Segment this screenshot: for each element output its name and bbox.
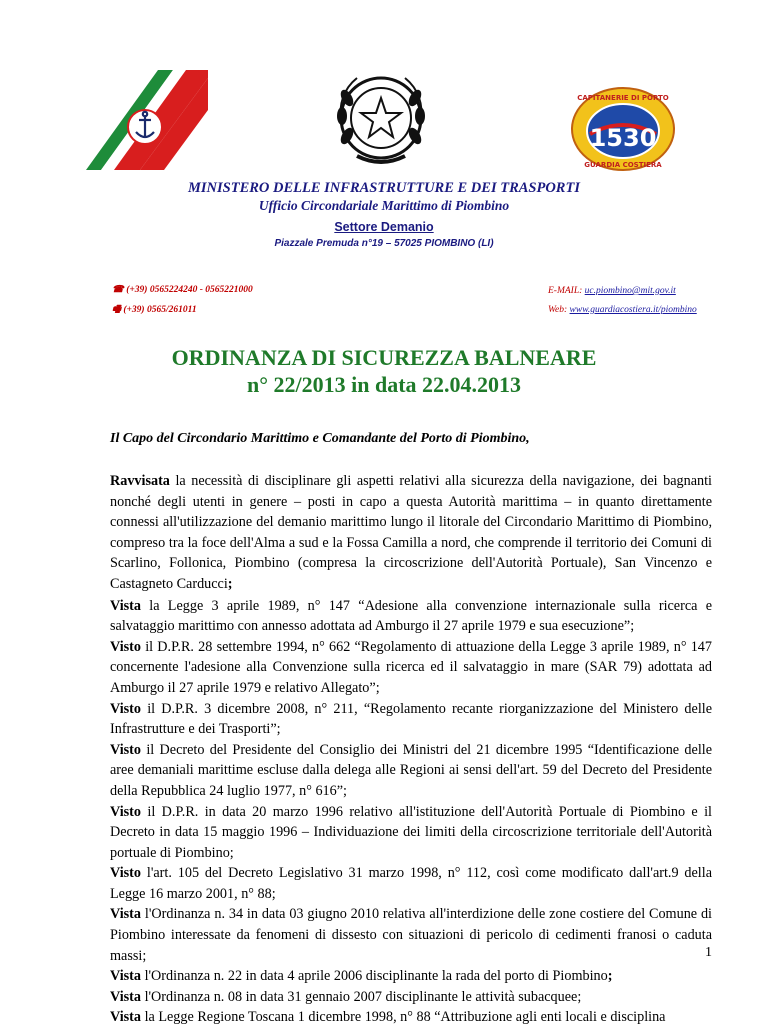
- emergency-1530-badge: [570, 86, 676, 172]
- fax-number: (+39) 0565/261011: [123, 305, 197, 315]
- ministry-name: MINISTERO DELLE INFRASTRUTTURE E DEI TRASPORTI: [188, 180, 580, 196]
- paragraph: Vista la Legge Regione Toscana 1 dicembre 1998, n° 88 “Attribuzione agli enti locali e disciplina: [110, 1009, 666, 1026]
- ordinance-title: ORDINANZA DI SICUREZZA BALNEARE: [171, 345, 597, 370]
- document-body: [110, 471, 712, 1028]
- paragraph: Visto l'art. 105 del Decreto Legislativo 31 marzo 1998, n° 112, così come modificato dall'art.9 della Legge 16 marzo 2001, n° 88;: [110, 865, 712, 902]
- sector-name: Settore Demanio: [334, 220, 434, 234]
- email-link[interactable]: uc.piombino@mit.gov.it: [584, 286, 676, 296]
- paragraph: Vista l'Ordinanza n. 22 in data 4 aprile 2006 disciplinante la rada del porto di Piombino;: [110, 968, 613, 985]
- fax-line: [112, 302, 197, 318]
- paragraph: Visto il D.P.R. 28 settembre 1994, n° 662 “Regolamento di attuazione della Legge 3 aprile 1989, n° 147 concernente l'adesione alla Convenzione sulla ricerca ed il salvataggio in mare (SAR 79) adottata ad Amburgo il 27 aprile 1979 e relativo Allegato”;: [110, 638, 712, 696]
- paragraph: Visto il D.P.R. in data 20 marzo 1996 relativo all'istituzione dell'Autorità Portuale di Piombino e il Decreto in data 15 maggio 1996 – Individuazione dei limiti della circoscrizione territoriale dell'Autorità portuale di Piombino;: [110, 803, 712, 861]
- phone-line: [112, 284, 253, 295]
- email-line: [548, 286, 676, 296]
- paragraph: Vista l'Ordinanza n. 08 in data 31 gennaio 2007 disciplinante le attività subacquee;: [110, 988, 582, 1005]
- italian-republic-emblem: [327, 64, 435, 172]
- office-name: Ufficio Circondariale Marittimo di Piombino: [258, 198, 510, 213]
- coast-guard-flag-anchor-icon: [78, 70, 208, 170]
- web-line: [548, 305, 697, 315]
- phone-icon: ☎: [112, 285, 124, 295]
- intro-line: Il Capo del Circondario Marittimo e Comandante del Porto di Piombino,: [110, 431, 530, 446]
- badge-number: 1530: [589, 124, 657, 152]
- paragraph: Visto il Decreto del Presidente del Consiglio dei Ministri del 21 dicembre 1995 “Identificazione delle aree demaniali marittime escluse dalla delega alle Regioni ai sensi dell'art. 59 del Decreto del Presidente della Repubblica 24 luglio 1977, n° 616”;: [110, 741, 712, 799]
- web-label: Web:: [548, 305, 568, 315]
- email-label: E-MAIL:: [548, 286, 583, 296]
- badge-top-text: CAPITANERIE DI PORTO: [577, 94, 669, 102]
- paragraph: Ravvisata la necessità di disciplinare gli aspetti relativi alla sicurezza della navigazione, dei bagnanti nonché degli utenti in genere – posti in capo a questa Autorità marittima – in quanto direttamente connessi all'utilizzazione del demanio marittimo lungo il litorale del Circondario Marittimo di Piombino, compreso tra la foce dell'Alma a sud e la Fossa Camilla a nord, che comprende il territorio dei Comuni di Scarlino, Follonica, Piombino (compresa la circoscrizione dell'Autorità Portuale), San Vincenzo e Castagneto Carducci;: [110, 473, 712, 592]
- paragraph: Vista la Legge 3 aprile 1989, n° 147 “Adesione alla convenzione internazionale sulla ricerca e salvataggio marittimo con annesso adottata ad Amburgo il 27 aprile 1979 e sua esecuzione”;: [110, 597, 712, 635]
- phone-numbers: (+39) 0565224240 - 0565221000: [126, 285, 253, 295]
- paragraph: Visto il D.P.R. 3 dicembre 2008, n° 211, “Regolamento recante riorganizzazione del Ministero delle Infrastrutture e dei Trasporti”;: [110, 700, 712, 738]
- page-number: 1: [705, 945, 712, 960]
- fax-icon: 🖷: [112, 305, 121, 315]
- emergency-1530-badge-icon: [570, 86, 676, 172]
- badge-bottom-text: GUARDIA COSTIERA: [584, 161, 662, 169]
- web-link[interactable]: www.guardiacostiera.it/piombino: [569, 305, 697, 315]
- coast-guard-flag-logo: [78, 70, 208, 170]
- ordinance-number: n° 22/2013 in data 22.04.2013: [246, 372, 522, 397]
- paragraph: Vista l'Ordinanza n. 34 in data 03 giugno 2010 relativa all'interdizione delle zone costiere del Comune di Piombino interessate da fenomeni di dissesto con situazioni di pericolo di cedimenti franosi o caduta massi;: [110, 906, 712, 964]
- italian-republic-emblem-icon: [327, 64, 435, 172]
- office-address: Piazzale Premuda n°19 – 57025 PIOMBINO (LI): [274, 238, 494, 249]
